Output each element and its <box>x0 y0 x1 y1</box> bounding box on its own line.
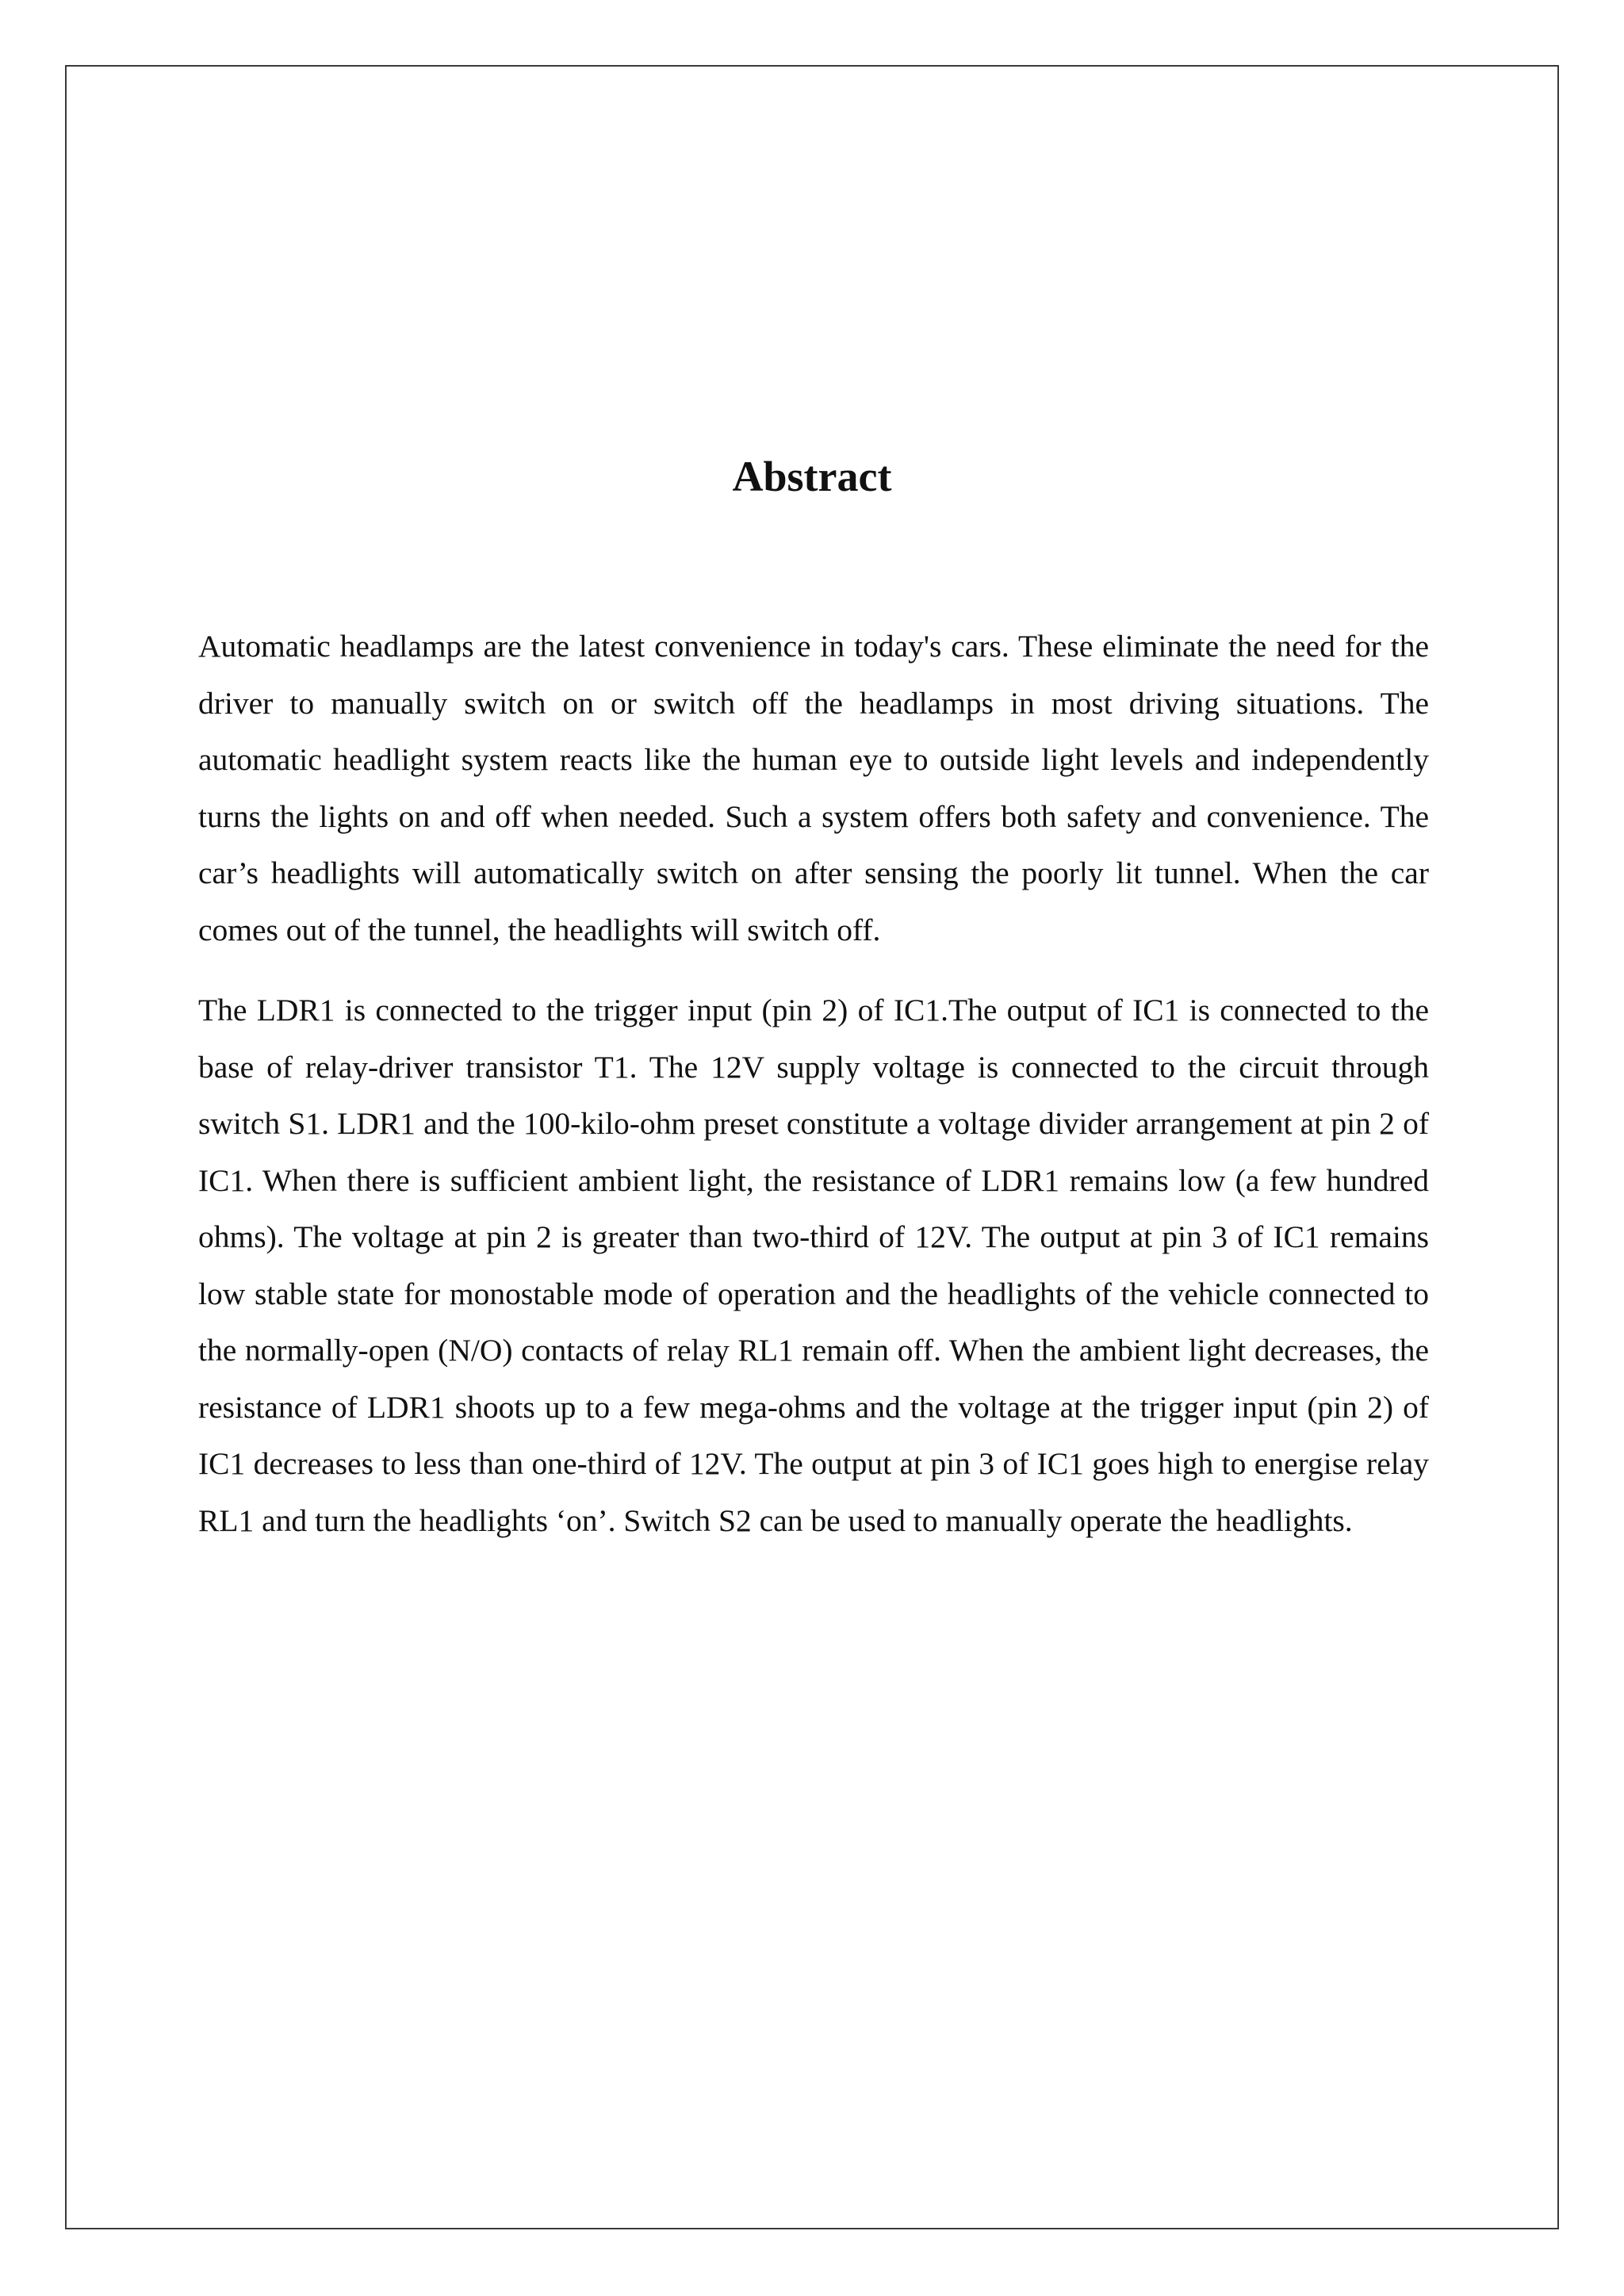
paragraph-1: Automatic headlamps are the latest convenience in today's cars. These eliminate the need for the driver to manually switch on or switch off the headlamps in most driving situations. The automatic headlight system reacts like the human eye to outside light levels and independently turns the lights on and off when needed. Such a system offers both safety and convenience. The car’s headlights will automatically switch on after sensing the poorly lit tunnel. When the car comes out of the tunnel, the headlights will switch off. <box>198 629 1429 947</box>
page-title: Abstract <box>732 453 892 500</box>
paragraph-2: The LDR1 is connected to the trigger input (pin 2) of IC1.The output of IC1 is connected to the base of relay-driver transistor T1. The 12V supply voltage is connected to the circuit through switch S1. LDR1 and the 100-kilo-ohm preset constitute a voltage divider arrangement at pin 2 of IC1. When there is sufficient ambient light, the resistance of LDR1 remains low (a few hundred ohms). The voltage at pin 2 is greater than two-third of 12V. The output at pin 3 of IC1 remains low stable state for monostable mode of operation and the headlights of the vehicle connected to the normally-open (N/O) contacts of relay RL1 remain off. When the ambient light decreases, the resistance of LDR1 shoots up to a few mega-ohms and the voltage at the trigger input (pin 2) of IC1 decreases to less than one-third of 12V. The output at pin 3 of IC1 goes high to energise relay RL1 and turn the headlights ‘on’. Switch S2 can be used to manually operate the headlights. <box>198 993 1429 1538</box>
abstract-body <box>198 618 1429 1573</box>
